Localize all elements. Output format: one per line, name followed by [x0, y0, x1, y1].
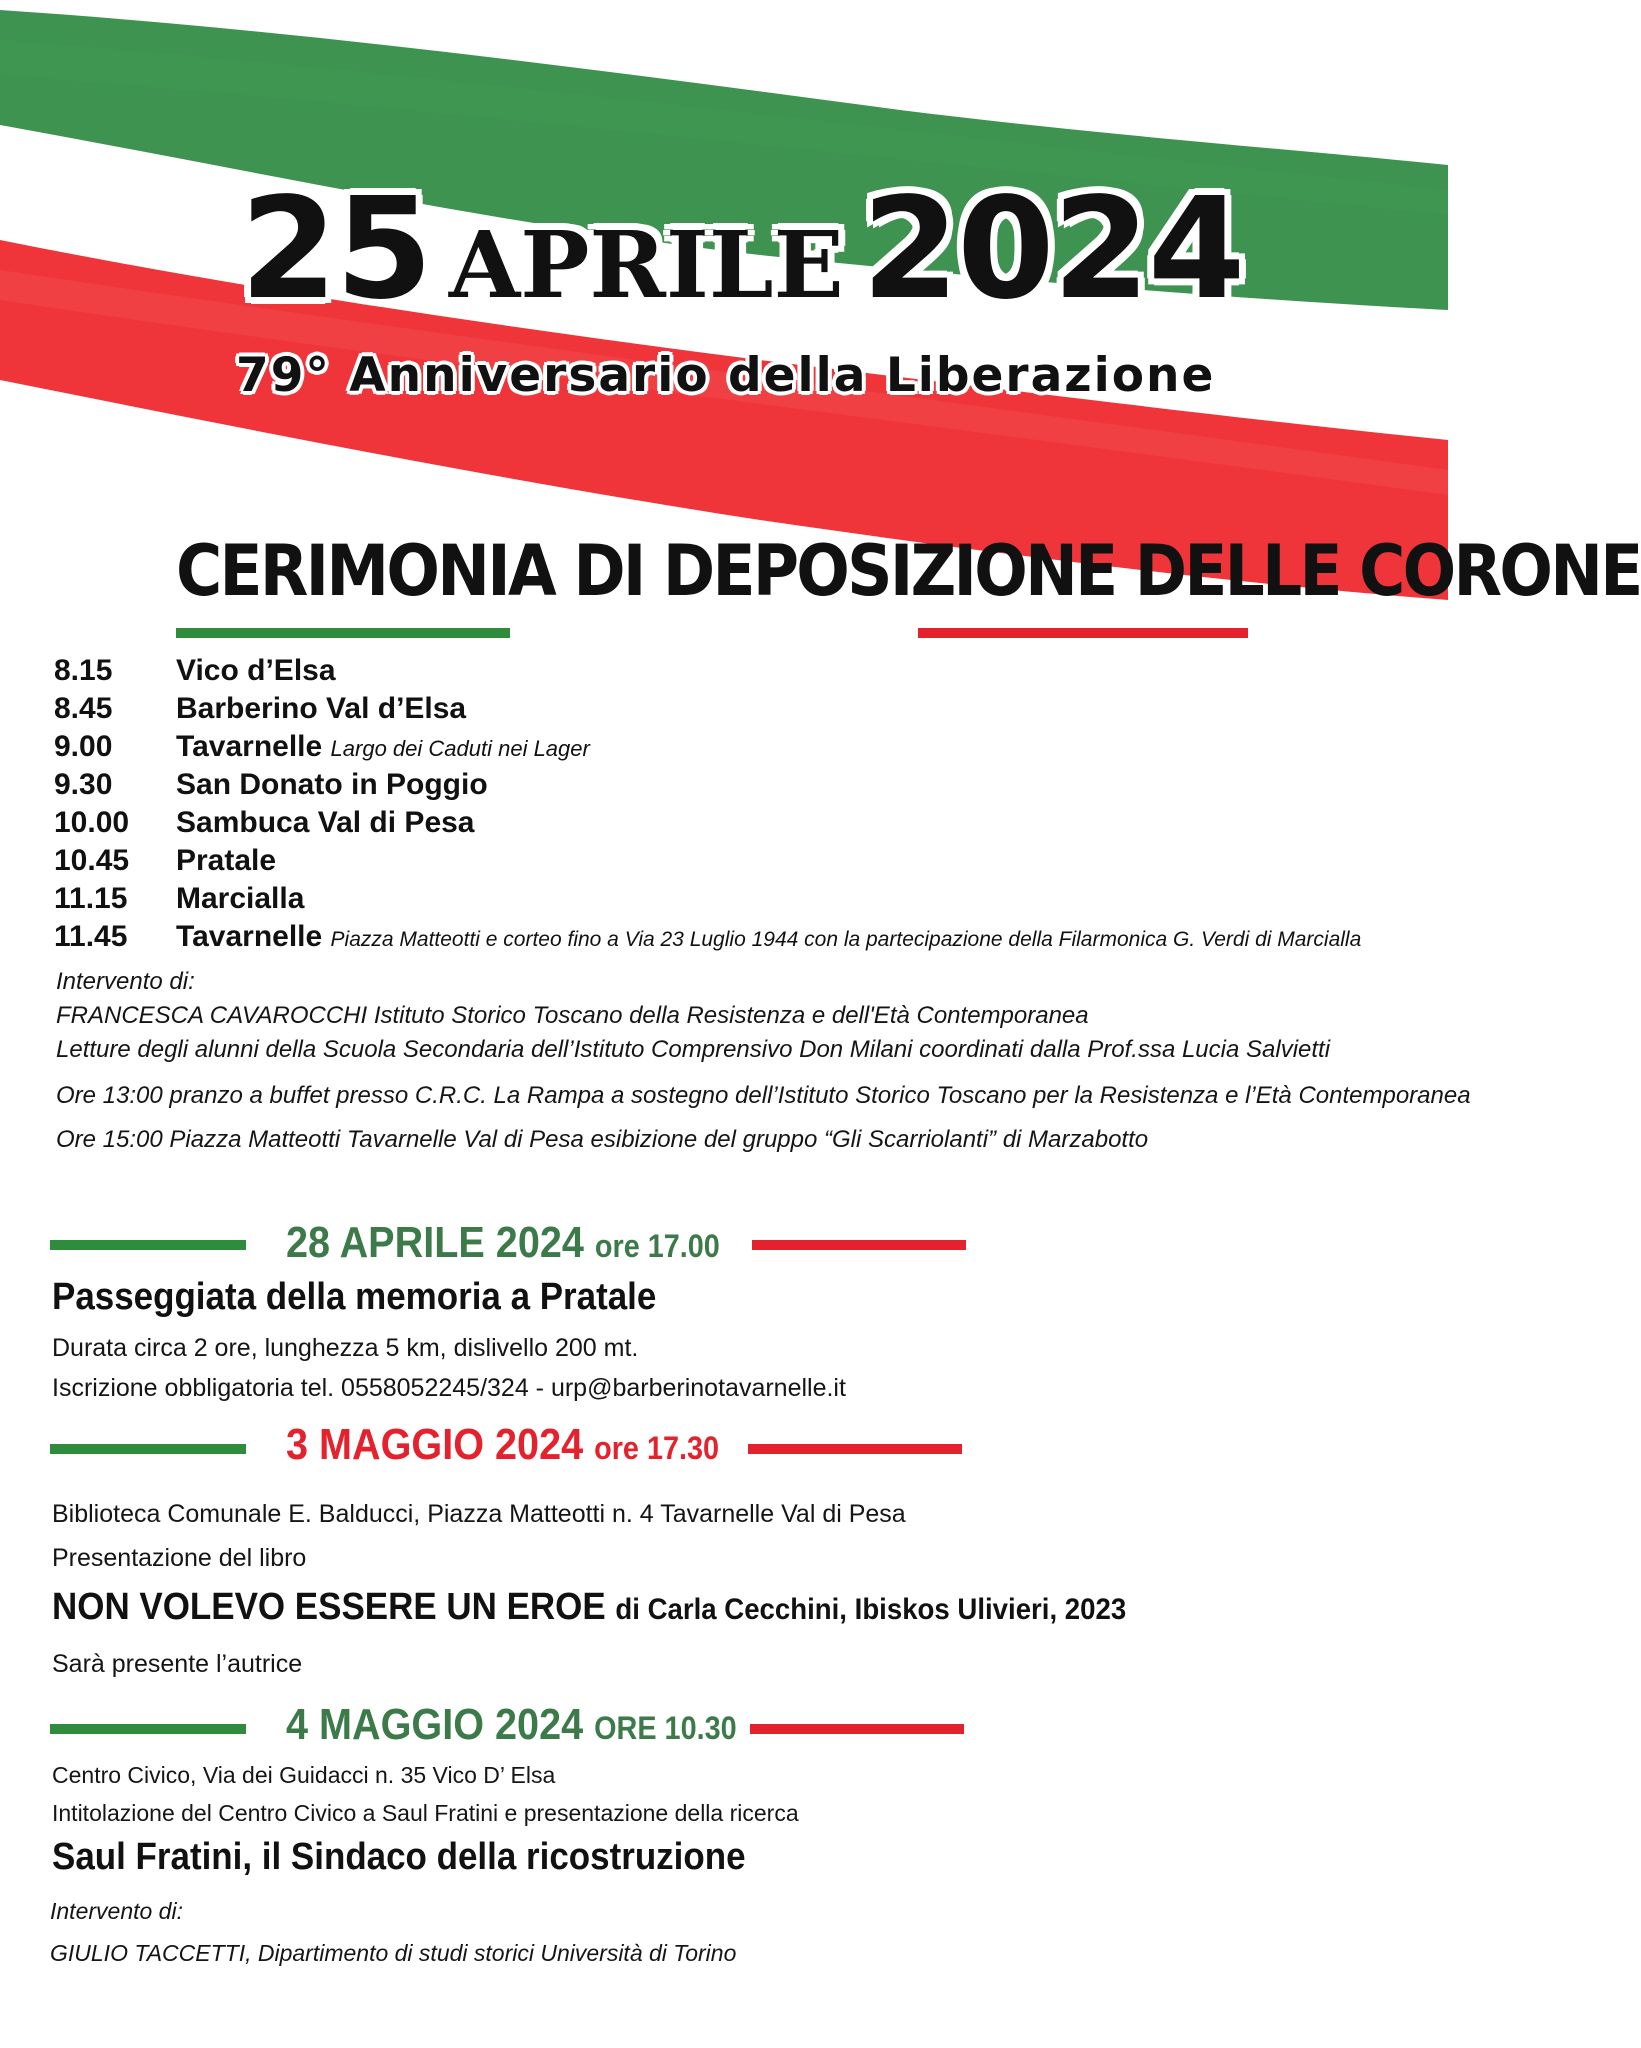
schedule-time: 9.30 — [54, 768, 113, 801]
event1-date-text: 28 APRILE 2024 — [286, 1218, 584, 1267]
schedule-time: 9.00 — [54, 730, 113, 763]
schedule-place: Vico d’Elsa — [176, 654, 336, 687]
schedule-note: Piazza Matteotti e corteo fino a Via 23 Luglio 1944 con la partecipazione della Filarmonica G. Verdi di Marcialla — [330, 928, 1362, 951]
schedule-time: 10.45 — [54, 844, 130, 877]
event3-line2: Intitolazione del Centro Civico a Saul Fratini e presentazione della ricerca — [52, 1800, 799, 1826]
event2-book-author: di Carla Cecchini, Ibiskos Ulivieri, 2023 — [615, 1593, 1127, 1626]
esibizione-line: Ore 15:00 Piazza Matteotti Tavarnelle Val di Pesa esibizione del gruppo “Gli Scarriolanti” di Marzabotto — [56, 1126, 1149, 1153]
event3-speaker: GIULIO TACCETTI, Dipartimento di studi storici Università di Torino — [50, 1940, 737, 1966]
event1-green-bar — [50, 1240, 246, 1250]
main-date-month: APRILE — [448, 211, 844, 319]
event3-line1: Centro Civico, Via dei Guidacci n. 35 Vico D’ Elsa — [52, 1762, 556, 1788]
event2-date-text: 3 MAGGIO 2024 — [286, 1420, 584, 1469]
ceremony-title: CERIMONIA DI DEPOSIZIONE DELLE CORONE — [176, 530, 1641, 612]
event3-intervento-label: Intervento di: — [50, 1898, 183, 1924]
schedule-place: Sambuca Val di Pesa — [176, 806, 475, 839]
schedule-place: Tavarnelle — [176, 920, 323, 953]
event1-line2: Iscrizione obbligatoria tel. 0558052245/324 - urp@barberinotavarnelle.it — [52, 1374, 846, 1402]
event1-line1: Durata circa 2 ore, lunghezza 5 km, dislivello 200 mt. — [52, 1334, 639, 1362]
schedule-place: Pratale — [176, 844, 277, 877]
intervento-label: Intervento di: — [56, 968, 195, 995]
anniversary-subtitle: 79° Anniversario della Liberazione — [236, 348, 1216, 403]
event2-red-bar — [748, 1444, 962, 1454]
schedule-time: 8.45 — [54, 692, 113, 725]
main-date-heading — [240, 168, 1243, 331]
event3-date — [286, 1700, 737, 1750]
ceremony-red-underline — [918, 628, 1248, 638]
event3-title: Saul Fratini, il Sindaco della ricostruzione — [52, 1836, 746, 1878]
event3-date-text: 4 MAGGIO 2024 — [286, 1700, 584, 1749]
schedule-note: Largo dei Caduti nei Lager — [330, 736, 590, 761]
event2-line3: Sarà presente l’autrice — [52, 1650, 303, 1678]
schedule-place: San Donato in Poggio — [176, 768, 488, 801]
event3-time: ORE 10.30 — [594, 1710, 737, 1746]
event1-red-bar — [752, 1240, 966, 1250]
schedule-place: Marcialla — [176, 882, 305, 915]
event2-green-bar — [50, 1444, 246, 1454]
schedule-time: 10.00 — [54, 806, 130, 839]
event1-title: Passeggiata della memoria a Pratale — [52, 1276, 657, 1318]
event2-time: ore 17.30 — [594, 1430, 720, 1466]
schedule-time: 11.45 — [54, 920, 128, 953]
event3-green-bar — [50, 1724, 246, 1734]
event1-time: ore 17.00 — [594, 1228, 720, 1264]
event1-date — [286, 1218, 720, 1268]
pranzo-line: Ore 13:00 pranzo a buffet presso C.R.C. La Rampa a sostegno dell’Istituto Storico Toscano per la Resistenza e l’Età Contemporanea — [56, 1082, 1471, 1109]
main-date-day: 25 — [240, 168, 431, 331]
event2-line1: Biblioteca Comunale E. Balducci, Piazza Matteotti n. 4 Tavarnelle Val di Pesa — [52, 1500, 906, 1528]
event2-date — [286, 1420, 719, 1470]
schedule-place: Barberino Val d’Elsa — [176, 692, 467, 725]
event2-book — [52, 1586, 1126, 1629]
speaker-line: FRANCESCA CAVAROCCHI Istituto Storico Toscano della Resistenza e dell'Età Contemporanea — [56, 1002, 1089, 1029]
letture-line: Letture degli alunni della Scuola Secondaria dell’Istituto Comprensivo Don Milani coordinati dalla Prof.ssa Lucia Salvietti — [56, 1036, 1331, 1063]
ceremony-green-underline — [176, 628, 510, 638]
event2-line2: Presentazione del libro — [52, 1544, 307, 1572]
schedule-time: 8.15 — [54, 654, 113, 687]
schedule-time: 11.15 — [54, 882, 128, 915]
schedule-place: Tavarnelle — [176, 730, 323, 763]
event2-book-title: NON VOLEVO ESSERE UN EROE — [52, 1586, 606, 1628]
event3-red-bar — [750, 1724, 964, 1734]
main-date-year: 2024 — [861, 168, 1244, 331]
